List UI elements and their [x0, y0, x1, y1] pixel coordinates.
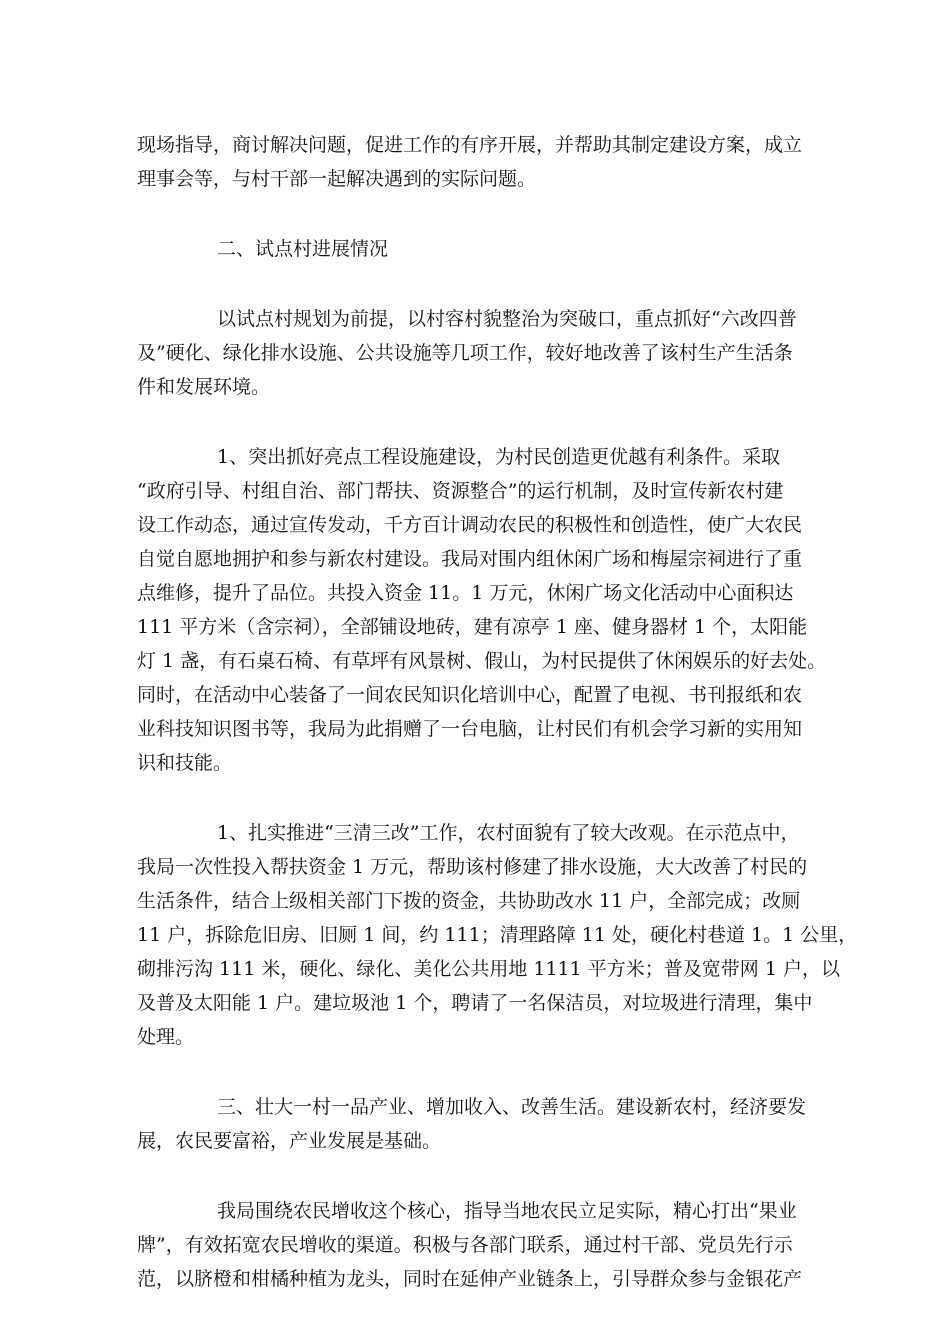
- text-line: 点维修，提升了品位。共投入资金 11。1 万元，休闲广场文化活动中心面积达: [137, 582, 794, 604]
- text-line: 生活条件，结合上级相关部门下拨的资金，共协助改水 11 户，全部完成；改厕: [137, 890, 801, 912]
- text-line: 我局围绕农民增收这个核心，指导当地农民立足实际，精心打出“果业: [217, 1200, 797, 1222]
- text-line: 设工作动态，通过宣传发动，千方百计调动农民的积极性和创造性，使广大农民: [137, 514, 803, 536]
- paragraph: [137, 232, 821, 266]
- text-line: 理事会等，与村干部一起解决遇到的实际问题。: [137, 168, 537, 190]
- paragraph: [137, 1090, 821, 1158]
- paragraph: [137, 1194, 821, 1296]
- paragraph: [137, 440, 827, 780]
- text-line: 二、试点村进展情况: [217, 238, 389, 260]
- paragraph: [137, 816, 858, 1054]
- text-line: 及普及太阳能 1 户。建垃圾池 1 个，聘请了一名保洁员，对垃圾进行清理，集中: [137, 992, 813, 1014]
- paragraph: [137, 302, 821, 404]
- text-line: 111 平方米（含宗祠），全部铺设地砖，建有凉亭 1 座、健身器材 1 个，太阳能: [137, 616, 808, 638]
- text-line: 以试点村规划为前提，以村容村貌整治为突破口，重点抓好“六改四普: [217, 308, 797, 330]
- text-line: 灯 1 盏，有石桌石椅、有草坪有风景树、假山，为村民提供了休闲娱乐的好去处。: [137, 650, 827, 672]
- text-line: 处理。: [137, 1026, 195, 1048]
- text-line: 同时，在活动中心装备了一间农民知识化培训中心，配置了电视、书刊报纸和农: [137, 684, 803, 706]
- paragraph: [137, 128, 821, 196]
- text-line: “政府引导、村组自治、部门帮扶、资源整合”的运行机制，及时宣传新农村建: [137, 480, 784, 502]
- text-line: 自觉自愿地拥护和参与新农村建设。我局对围内组休闲广场和梅屋宗祠进行了重: [137, 548, 803, 570]
- text-line: 三、壮大一村一品产业、增加收入、改善生活。建设新农村，经济要发: [217, 1096, 807, 1118]
- text-line: 1、扎实推进“三清三改”工作，农村面貌有了较大改观。在示范点中，: [217, 822, 800, 844]
- text-line: 件和发展环境。: [137, 376, 271, 398]
- text-line: 现场指导，商讨解决问题，促进工作的有序开展，并帮助其制定建设方案，成立: [137, 134, 803, 156]
- text-line: 识和技能。: [137, 752, 233, 774]
- text-line: 1、突出抓好亮点工程设施建设，为村民创造更优越有利条件。采取: [217, 446, 781, 468]
- text-line: 范，以脐橙和柑橘种植为龙头，同时在延伸产业链条上，引导群众参与金银花产: [137, 1268, 803, 1290]
- text-line: 砌排污沟 111 米，硬化、绿化、美化公共用地 1111 平方米；普及宽带网 1 户，以: [137, 958, 840, 980]
- text-line: 业科技知识图书等，我局为此捐赠了一台电脑，让村民们有机会学习新的实用知: [137, 718, 803, 740]
- text-line: 展，农民要富裕，产业发展是基础。: [137, 1130, 442, 1152]
- text-line: 我局一次性投入帮扶资金 1 万元，帮助该村修建了排水设施，大大改善了村民的: [137, 856, 808, 878]
- text-line: 牌”，有效拓宽农民增收的渠道。积极与各部门联系，通过村干部、党员先行示: [137, 1234, 793, 1256]
- text-line: 11 户，拆除危旧房、旧厕 1 间，约 111；清理路障 11 处，硬化村巷道 1。1 公里，: [137, 924, 858, 946]
- document-body: [137, 128, 858, 1332]
- text-line: 及”硬化、绿化排水设施、公共设施等几项工作，较好地改善了该村生产生活条: [137, 342, 793, 364]
